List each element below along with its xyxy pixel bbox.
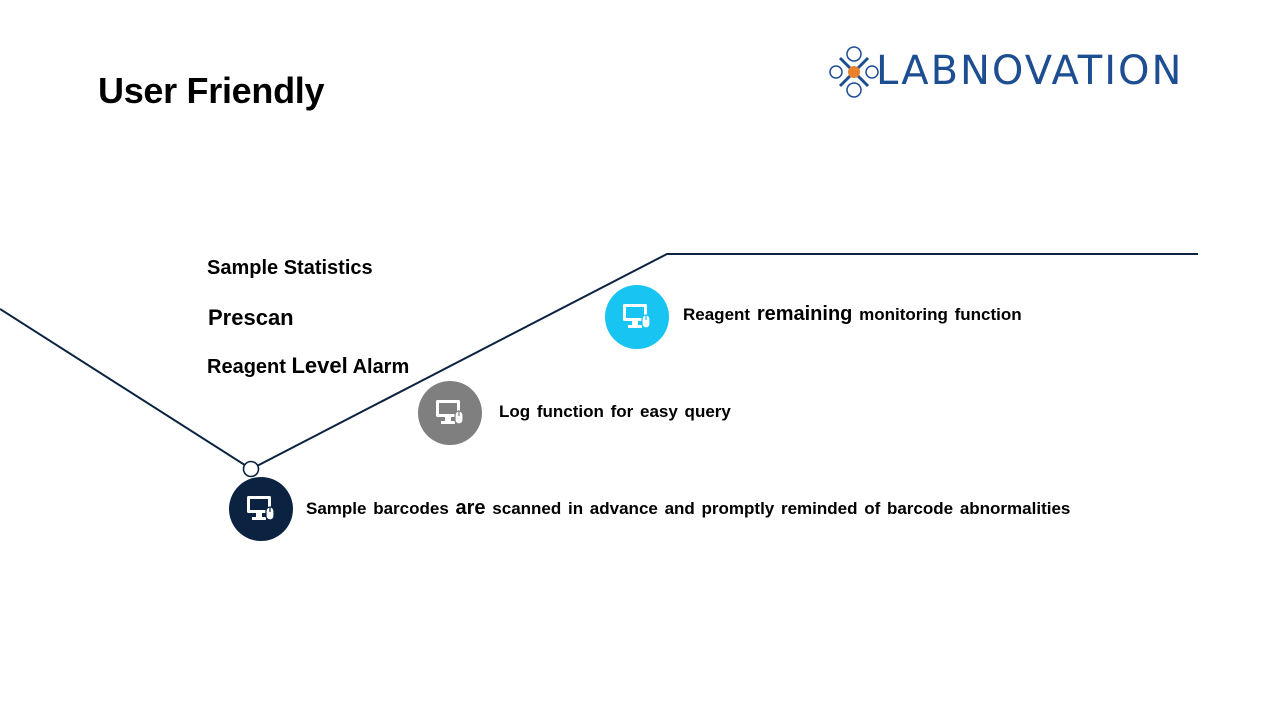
timeline-text-1a: Sample barcodes [306, 499, 449, 518]
feature-reagent-label: Reagent [207, 356, 286, 378]
timeline-node [244, 462, 259, 477]
feature-alarm-label: Alarm [352, 356, 410, 378]
timeline-circle-2 [418, 381, 482, 445]
timeline-text-3a: Reagent [683, 305, 751, 324]
timeline-circle-1 [229, 477, 293, 541]
timeline-text-2: Log function for easy query [499, 402, 731, 421]
timeline-text-3b: remaining [756, 303, 853, 325]
computer-mouse-icon [622, 303, 652, 331]
logo-text: LABNOVATION [876, 48, 1184, 94]
timeline-text-1 [306, 497, 1070, 520]
timeline-text-3c: monitoring function [859, 305, 1022, 324]
timeline-circle-3 [605, 285, 669, 349]
feature-reagent-level-alarm [207, 353, 409, 379]
feature-level-label: Level [291, 353, 348, 378]
feature-sample-statistics: Sample Statistics [207, 257, 373, 279]
timeline-text-3 [683, 303, 1022, 326]
slide-title: User Friendly [98, 70, 325, 111]
computer-mouse-icon [435, 399, 465, 427]
feature-prescan: Prescan [208, 305, 294, 330]
computer-mouse-icon [246, 495, 276, 523]
timeline-text-1c: scanned in advance and promptly reminded of barcode abnormalities [492, 499, 1071, 518]
timeline-text-1b: are [455, 497, 486, 519]
